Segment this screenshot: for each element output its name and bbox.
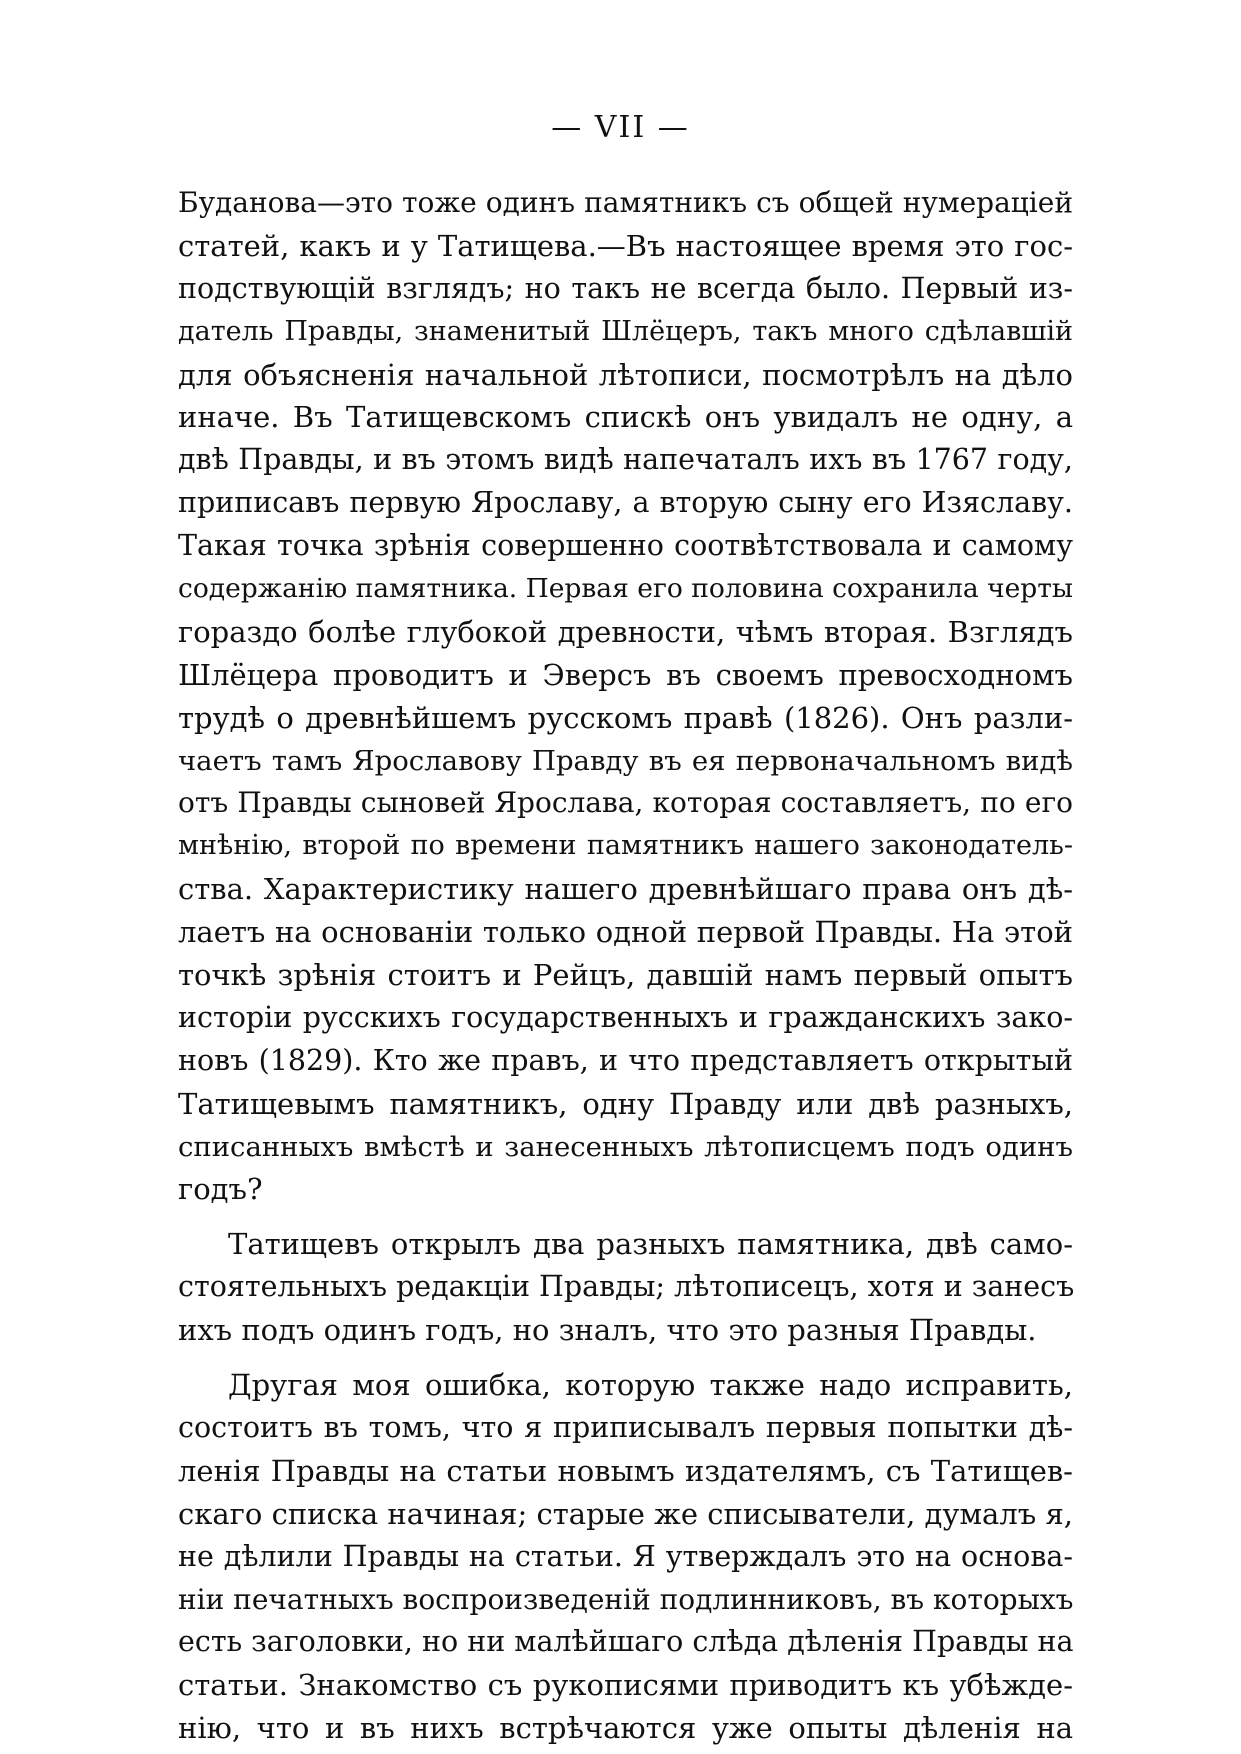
text-line: Такая точка зрѣнія совершенно соотвѣтствовала и самому: [178, 529, 1073, 563]
text-line: для объясненія начальной лѣтописи, посмотрѣлъ на дѣло: [178, 357, 1073, 392]
text-line: не дѣлили Правды на статьи. Я утверждалъ это на основа-: [178, 1539, 1073, 1573]
text-line: Другая моя ошибка, которую также надо исправить,: [228, 1368, 1073, 1403]
text-line: состоитъ въ томъ, что я приписывалъ первыя попытки дѣ-: [178, 1410, 1073, 1444]
text-line: стоятельныхъ редакціи Правды; лѣтописецъ, хотя и занесъ: [178, 1270, 1075, 1304]
text-line: иначе. Въ Татищевскомъ спискѣ онъ увидалъ не одну, а: [178, 400, 1073, 435]
page-number: — VII —: [551, 110, 690, 145]
text-line: трудѣ о древнѣйшемъ русскомъ правѣ (1826). Онъ разли-: [178, 700, 1073, 735]
text-line: содержанію памятника. Первая его половина сохранила черты: [178, 573, 1073, 605]
paragraph-gap: [178, 1352, 1073, 1364]
text-line: новъ (1829). Кто же правъ, и что представляетъ открытый: [178, 1043, 1073, 1077]
paragraph-gap: [178, 1211, 1073, 1223]
text-line: скаго списка начиная; старые же списыватели, думалъ я,: [178, 1496, 1073, 1531]
paragraph: [178, 182, 1073, 1211]
text-line: чаетъ тамъ Ярославову Правду въ ея первоначальномъ видѣ: [178, 744, 1073, 777]
body-text: [178, 182, 1073, 1750]
text-line: есть заголовки, но ни малѣйшаго слѣда дѣленія Правды на: [178, 1625, 1074, 1659]
text-line: приписавъ первую Ярославу, а вторую сыну его Изяславу.: [178, 486, 1073, 520]
text-line: списанныхъ вмѣстѣ и занесенныхъ лѣтописцемъ подъ одинъ: [178, 1130, 1073, 1163]
text-line: годъ?: [178, 1172, 263, 1207]
text-line: отъ Правды сыновей Ярослава, которая составляетъ, по его: [178, 786, 1073, 820]
text-line: датель Правды, знаменитый Шлёцеръ, такъ много сдѣлавшій: [178, 315, 1073, 347]
paragraph: [178, 1364, 1073, 1750]
text-line: статей, какъ и у Татищева.—Въ настоящее время это гос-: [178, 228, 1073, 263]
text-line: подствующій взглядъ; но такъ не всегда было. Первый из-: [178, 271, 1073, 305]
text-line: гораздо болѣе глубокой древности, чѣмъ вторая. Взглядъ: [178, 614, 1073, 649]
text-line: исторіи русскихъ государственныхъ и гражданскихъ зако-: [178, 1000, 1073, 1034]
text-line: ніи печатныхъ воспроизведеній подлинниковъ, въ которыхъ: [178, 1582, 1074, 1616]
text-line: двѣ Правды, и въ этомъ видѣ напечаталъ ихъ въ 1767 году,: [178, 443, 1073, 477]
text-line: Татищевымъ памятникъ, одну Правду или двѣ разныхъ,: [178, 1086, 1073, 1121]
paragraph: [178, 1223, 1073, 1352]
text-line: Татищевъ открылъ два разныхъ памятника, двѣ само-: [228, 1227, 1073, 1262]
text-line: ихъ подъ одинъ годъ, но зналъ, что это разныя Правды.: [178, 1313, 1037, 1348]
text-line: Буданова—это тоже одинъ памятникъ съ общей нумераціей: [178, 186, 1073, 219]
text-line: ленія Правды на статьи новымъ издателямъ, съ Татищев-: [178, 1453, 1073, 1488]
text-line: нію, что и въ нихъ встрѣчаются уже опыты дѣленія на: [178, 1711, 1073, 1746]
text-line: мнѣнію, второй по времени памятникъ нашего законодатель-: [178, 830, 1073, 862]
text-line: лаетъ на основаніи только одной первой Правды. На этой: [178, 915, 1073, 950]
text-line: Шлёцера проводитъ и Эверсъ въ своемъ превосходномъ: [178, 657, 1073, 692]
text-line: статьи. Знакомство съ рукописями приводитъ къ убѣжде-: [178, 1668, 1073, 1703]
text-line: точкѣ зрѣнія стоитъ и Рейцъ, давшій намъ первый опытъ: [178, 958, 1073, 993]
text-line: ства. Характеристику нашего древнѣйшаго права онъ дѣ-: [178, 872, 1073, 907]
